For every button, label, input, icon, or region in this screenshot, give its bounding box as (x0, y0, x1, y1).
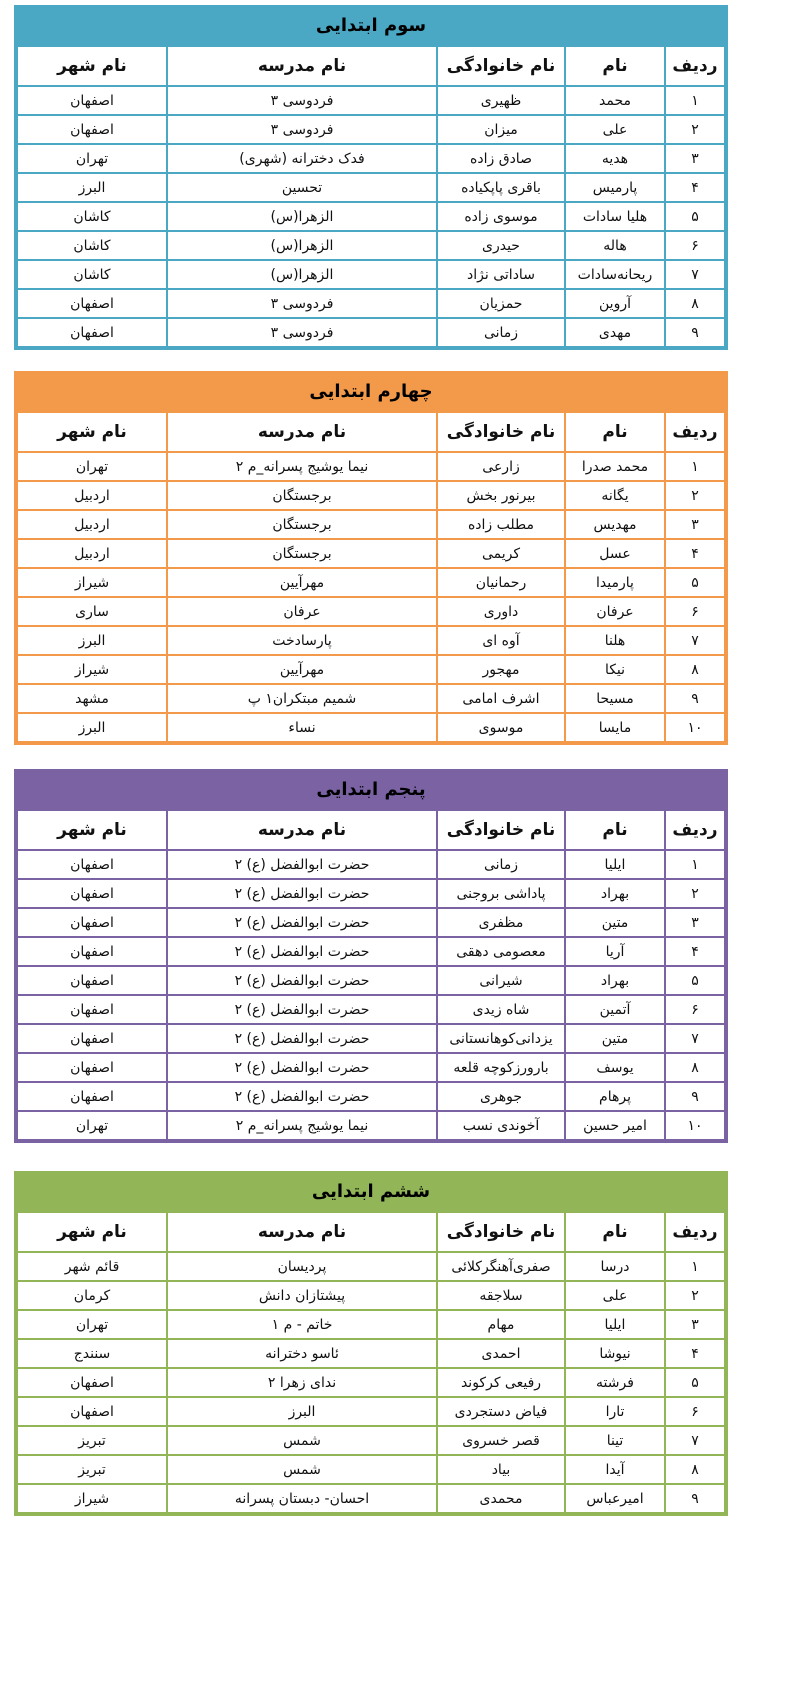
cell-city: اصفهان (17, 115, 167, 144)
table-header-row (17, 810, 725, 850)
table-row (17, 539, 725, 568)
cell-school: برجستگان (167, 539, 437, 568)
section-title: سوم ابتدایی (16, 7, 726, 45)
column-header-school: نام مدرسه (167, 1212, 437, 1252)
cell-index: ۴ (665, 937, 725, 966)
cell-city: تهران (17, 1111, 167, 1140)
cell-first-name: متین (565, 908, 665, 937)
cell-index: ۹ (665, 684, 725, 713)
column-header-first-name: نام (565, 46, 665, 86)
cell-school: نیما یوشیج پسرانه_م ۲ (167, 452, 437, 481)
column-header-city: نام شهر (17, 1212, 167, 1252)
cell-index: ۳ (665, 1310, 725, 1339)
table-row (17, 1426, 725, 1455)
cell-school: برجستگان (167, 510, 437, 539)
cell-last-name: آخوندی نسب (437, 1111, 565, 1140)
table-row (17, 1484, 725, 1513)
cell-index: ۳ (665, 908, 725, 937)
cell-last-name: ساداتی نژاد (437, 260, 565, 289)
cell-index: ۱ (665, 86, 725, 115)
table-row (17, 481, 725, 510)
grade-section (14, 769, 728, 1143)
column-header-first-name: نام (565, 810, 665, 850)
cell-city: کرمان (17, 1281, 167, 1310)
cell-index: ۷ (665, 260, 725, 289)
cell-city: ساری (17, 597, 167, 626)
cell-first-name: یوسف (565, 1053, 665, 1082)
cell-index: ۸ (665, 1455, 725, 1484)
cell-city: اصفهان (17, 850, 167, 879)
cell-school: برجستگان (167, 481, 437, 510)
cell-first-name: امیرعباس (565, 1484, 665, 1513)
cell-last-name: صادق زاده (437, 144, 565, 173)
table-header-row (17, 1212, 725, 1252)
cell-last-name: آوه ای (437, 626, 565, 655)
cell-last-name: فیاض دستجردی (437, 1397, 565, 1426)
cell-last-name: موسوی (437, 713, 565, 742)
cell-index: ۶ (665, 995, 725, 1024)
cell-school: فردوسی ۳ (167, 86, 437, 115)
cell-school: پردیسان (167, 1252, 437, 1281)
cell-city: اصفهان (17, 289, 167, 318)
cell-school: پیشتازان دانش (167, 1281, 437, 1310)
cell-index: ۷ (665, 1024, 725, 1053)
column-header-city: نام شهر (17, 46, 167, 86)
cell-last-name: بیاد (437, 1455, 565, 1484)
cell-index: ۵ (665, 568, 725, 597)
table-row (17, 202, 725, 231)
cell-last-name: سلاجقه (437, 1281, 565, 1310)
cell-city: تهران (17, 452, 167, 481)
cell-city: سنندج (17, 1339, 167, 1368)
cell-last-name: مظفری (437, 908, 565, 937)
cell-first-name: مهدیس (565, 510, 665, 539)
column-header-last-name: نام خانوادگی (437, 1212, 565, 1252)
cell-first-name: هلیا سادات (565, 202, 665, 231)
cell-last-name: کریمی (437, 539, 565, 568)
cell-first-name: آریا (565, 937, 665, 966)
cell-city: کاشان (17, 202, 167, 231)
cell-school: عرفان (167, 597, 437, 626)
cell-index: ۱ (665, 1252, 725, 1281)
column-header-city: نام شهر (17, 412, 167, 452)
cell-last-name: زارعی (437, 452, 565, 481)
cell-index: ۲ (665, 115, 725, 144)
table-row (17, 713, 725, 742)
cell-first-name: آتمین (565, 995, 665, 1024)
cell-school: احسان- دبستان پسرانه (167, 1484, 437, 1513)
cell-school: مهرآیین (167, 655, 437, 684)
cell-last-name: موسوی زاده (437, 202, 565, 231)
cell-index: ۱ (665, 850, 725, 879)
table-row (17, 1252, 725, 1281)
cell-last-name: میزان (437, 115, 565, 144)
students-table (16, 1211, 726, 1514)
cell-index: ۲ (665, 879, 725, 908)
cell-first-name: مهدی (565, 318, 665, 347)
cell-last-name: داوری (437, 597, 565, 626)
cell-school: ندای زهرا ۲ (167, 1368, 437, 1397)
table-row (17, 966, 725, 995)
cell-last-name: پاداشی بروجنی (437, 879, 565, 908)
cell-index: ۸ (665, 289, 725, 318)
cell-last-name: شاه زیدی (437, 995, 565, 1024)
table-row (17, 452, 725, 481)
table-row (17, 684, 725, 713)
cell-last-name: رفیعی کرکوند (437, 1368, 565, 1397)
table-row (17, 1368, 725, 1397)
cell-city: شیراز (17, 568, 167, 597)
cell-last-name: رحمانیان (437, 568, 565, 597)
column-header-school: نام مدرسه (167, 810, 437, 850)
table-row (17, 908, 725, 937)
cell-city: کاشان (17, 260, 167, 289)
cell-last-name: قصر خسروی (437, 1426, 565, 1455)
cell-first-name: تینا (565, 1426, 665, 1455)
cell-first-name: بهراد (565, 966, 665, 995)
cell-city: اصفهان (17, 1082, 167, 1111)
column-header-last-name: نام خانوادگی (437, 810, 565, 850)
cell-city: اصفهان (17, 1053, 167, 1082)
cell-index: ۴ (665, 173, 725, 202)
cell-first-name: امیر حسین (565, 1111, 665, 1140)
cell-city: قائم شهر (17, 1252, 167, 1281)
cell-first-name: محمد صدرا (565, 452, 665, 481)
cell-city: تبریز (17, 1426, 167, 1455)
cell-last-name: مهام (437, 1310, 565, 1339)
cell-city: شیراز (17, 1484, 167, 1513)
cell-last-name: جوهری (437, 1082, 565, 1111)
cell-index: ۱۰ (665, 713, 725, 742)
cell-school: الزهرا(س) (167, 231, 437, 260)
cell-index: ۶ (665, 231, 725, 260)
cell-last-name: معصومی دهقی (437, 937, 565, 966)
table-row (17, 289, 725, 318)
table-row (17, 597, 725, 626)
cell-index: ۵ (665, 1368, 725, 1397)
cell-school: حضرت ابوالفضل (ع) ۲ (167, 908, 437, 937)
cell-school: الزهرا(س) (167, 260, 437, 289)
cell-city: اصفهان (17, 1368, 167, 1397)
section-title: چهارم ابتدایی (16, 373, 726, 411)
cell-city: تهران (17, 1310, 167, 1339)
table-row (17, 850, 725, 879)
table-row (17, 144, 725, 173)
table-row (17, 568, 725, 597)
table-row (17, 1053, 725, 1082)
cell-first-name: نیوشا (565, 1339, 665, 1368)
grade-section (14, 1171, 728, 1516)
cell-last-name: بارورزکوچه قلعه (437, 1053, 565, 1082)
cell-index: ۵ (665, 202, 725, 231)
table-header-row (17, 412, 725, 452)
table-row (17, 937, 725, 966)
cell-last-name: بیرنور بخش (437, 481, 565, 510)
cell-first-name: آیدا (565, 1455, 665, 1484)
cell-last-name: باقری پاپکیاده (437, 173, 565, 202)
table-row (17, 1339, 725, 1368)
cell-city: اصفهان (17, 937, 167, 966)
cell-index: ۸ (665, 655, 725, 684)
cell-school: فردوسی ۳ (167, 289, 437, 318)
cell-last-name: زمانی (437, 318, 565, 347)
cell-school: شمس (167, 1455, 437, 1484)
table-row (17, 86, 725, 115)
cell-school: فردوسی ۳ (167, 115, 437, 144)
table-row (17, 115, 725, 144)
cell-first-name: یگانه (565, 481, 665, 510)
cell-school: نیما یوشیج پسرانه_م ۲ (167, 1111, 437, 1140)
students-table (16, 45, 726, 348)
column-header-school: نام مدرسه (167, 412, 437, 452)
cell-first-name: مایسا (565, 713, 665, 742)
table-row (17, 995, 725, 1024)
table-row (17, 1281, 725, 1310)
cell-first-name: عرفان (565, 597, 665, 626)
table-row (17, 173, 725, 202)
column-header-index: ردیف (665, 46, 725, 86)
table-row (17, 260, 725, 289)
cell-school: شمیم مبتکران۱ پ (167, 684, 437, 713)
cell-index: ۲ (665, 481, 725, 510)
cell-school: حضرت ابوالفضل (ع) ۲ (167, 879, 437, 908)
cell-last-name: مطلب زاده (437, 510, 565, 539)
cell-city: البرز (17, 173, 167, 202)
students-table (16, 411, 726, 743)
cell-school: البرز (167, 1397, 437, 1426)
cell-city: البرز (17, 713, 167, 742)
cell-first-name: ایلیا (565, 850, 665, 879)
cell-index: ۱۰ (665, 1111, 725, 1140)
cell-last-name: محمدی (437, 1484, 565, 1513)
table-row (17, 510, 725, 539)
cell-school: حضرت ابوالفضل (ع) ۲ (167, 850, 437, 879)
cell-first-name: ریحانه‌سادات (565, 260, 665, 289)
cell-first-name: هلنا (565, 626, 665, 655)
cell-city: اصفهان (17, 966, 167, 995)
table-row (17, 231, 725, 260)
cell-last-name: اشرف امامی (437, 684, 565, 713)
table-row (17, 1397, 725, 1426)
cell-city: کاشان (17, 231, 167, 260)
cell-school: ئاسو دخترانه (167, 1339, 437, 1368)
cell-city: اصفهان (17, 879, 167, 908)
section-title: پنجم ابتدایی (16, 771, 726, 809)
cell-city: تبریز (17, 1455, 167, 1484)
cell-city: اردبیل (17, 481, 167, 510)
cell-first-name: علی (565, 115, 665, 144)
cell-first-name: پرهام (565, 1082, 665, 1111)
cell-first-name: تارا (565, 1397, 665, 1426)
cell-index: ۹ (665, 1082, 725, 1111)
cell-school: پارسادخت (167, 626, 437, 655)
cell-first-name: بهراد (565, 879, 665, 908)
cell-index: ۸ (665, 1053, 725, 1082)
cell-city: اصفهان (17, 318, 167, 347)
table-row (17, 1455, 725, 1484)
cell-city: مشهد (17, 684, 167, 713)
cell-last-name: احمدی (437, 1339, 565, 1368)
cell-first-name: علی (565, 1281, 665, 1310)
cell-city: اصفهان (17, 995, 167, 1024)
cell-first-name: درسا (565, 1252, 665, 1281)
column-header-city: نام شهر (17, 810, 167, 850)
table-row (17, 1024, 725, 1053)
cell-city: اصفهان (17, 86, 167, 115)
table-row (17, 1310, 725, 1339)
cell-city: اردبیل (17, 539, 167, 568)
table-row (17, 655, 725, 684)
cell-first-name: پارمیس (565, 173, 665, 202)
cell-last-name: حیدری (437, 231, 565, 260)
cell-index: ۶ (665, 1397, 725, 1426)
cell-school: مهرآیین (167, 568, 437, 597)
cell-index: ۹ (665, 1484, 725, 1513)
cell-first-name: هدیه (565, 144, 665, 173)
table-row (17, 879, 725, 908)
cell-school: تحسین (167, 173, 437, 202)
cell-last-name: شیرانی (437, 966, 565, 995)
cell-first-name: ایلیا (565, 1310, 665, 1339)
cell-school: حضرت ابوالفضل (ع) ۲ (167, 966, 437, 995)
cell-school: الزهرا(س) (167, 202, 437, 231)
column-header-last-name: نام خانوادگی (437, 46, 565, 86)
cell-school: حضرت ابوالفضل (ع) ۲ (167, 1082, 437, 1111)
table-header-row (17, 46, 725, 86)
cell-index: ۳ (665, 144, 725, 173)
grade-section (14, 5, 728, 350)
cell-index: ۵ (665, 966, 725, 995)
cell-last-name: ظهیری (437, 86, 565, 115)
column-header-index: ردیف (665, 1212, 725, 1252)
cell-last-name: حمزیان (437, 289, 565, 318)
cell-index: ۴ (665, 1339, 725, 1368)
cell-index: ۹ (665, 318, 725, 347)
cell-school: شمس (167, 1426, 437, 1455)
cell-first-name: فرشته (565, 1368, 665, 1397)
cell-school: فردوسی ۳ (167, 318, 437, 347)
cell-index: ۷ (665, 1426, 725, 1455)
cell-city: البرز (17, 626, 167, 655)
cell-first-name: مسیحا (565, 684, 665, 713)
column-header-index: ردیف (665, 412, 725, 452)
cell-first-name: محمد (565, 86, 665, 115)
cell-index: ۱ (665, 452, 725, 481)
section-title: ششم ابتدایی (16, 1173, 726, 1211)
cell-last-name: صفری‌آهنگرکلائی (437, 1252, 565, 1281)
grade-section (14, 371, 728, 745)
cell-city: اصفهان (17, 908, 167, 937)
cell-first-name: عسل (565, 539, 665, 568)
table-row (17, 318, 725, 347)
cell-school: حضرت ابوالفضل (ع) ۲ (167, 995, 437, 1024)
column-header-school: نام مدرسه (167, 46, 437, 86)
table-row (17, 1082, 725, 1111)
column-header-first-name: نام (565, 1212, 665, 1252)
column-header-first-name: نام (565, 412, 665, 452)
cell-index: ۴ (665, 539, 725, 568)
cell-last-name: زمانی (437, 850, 565, 879)
cell-first-name: نیکا (565, 655, 665, 684)
cell-school: فدک دخترانه (شهری) (167, 144, 437, 173)
students-table (16, 809, 726, 1141)
cell-index: ۳ (665, 510, 725, 539)
cell-last-name: مهجور (437, 655, 565, 684)
cell-first-name: متین (565, 1024, 665, 1053)
table-row (17, 626, 725, 655)
cell-city: تهران (17, 144, 167, 173)
table-row (17, 1111, 725, 1140)
cell-school: حضرت ابوالفضل (ع) ۲ (167, 1053, 437, 1082)
cell-last-name: یزدانی‌کوهانستانی (437, 1024, 565, 1053)
cell-first-name: آروین (565, 289, 665, 318)
cell-school: خاتم - م ۱ (167, 1310, 437, 1339)
cell-index: ۲ (665, 1281, 725, 1310)
column-header-last-name: نام خانوادگی (437, 412, 565, 452)
column-header-index: ردیف (665, 810, 725, 850)
cell-first-name: هاله (565, 231, 665, 260)
cell-school: حضرت ابوالفضل (ع) ۲ (167, 1024, 437, 1053)
cell-city: اصفهان (17, 1397, 167, 1426)
cell-first-name: پارمیدا (565, 568, 665, 597)
cell-index: ۷ (665, 626, 725, 655)
cell-school: حضرت ابوالفضل (ع) ۲ (167, 937, 437, 966)
cell-school: نساء (167, 713, 437, 742)
cell-index: ۶ (665, 597, 725, 626)
cell-city: اصفهان (17, 1024, 167, 1053)
cell-city: اردبیل (17, 510, 167, 539)
cell-city: شیراز (17, 655, 167, 684)
